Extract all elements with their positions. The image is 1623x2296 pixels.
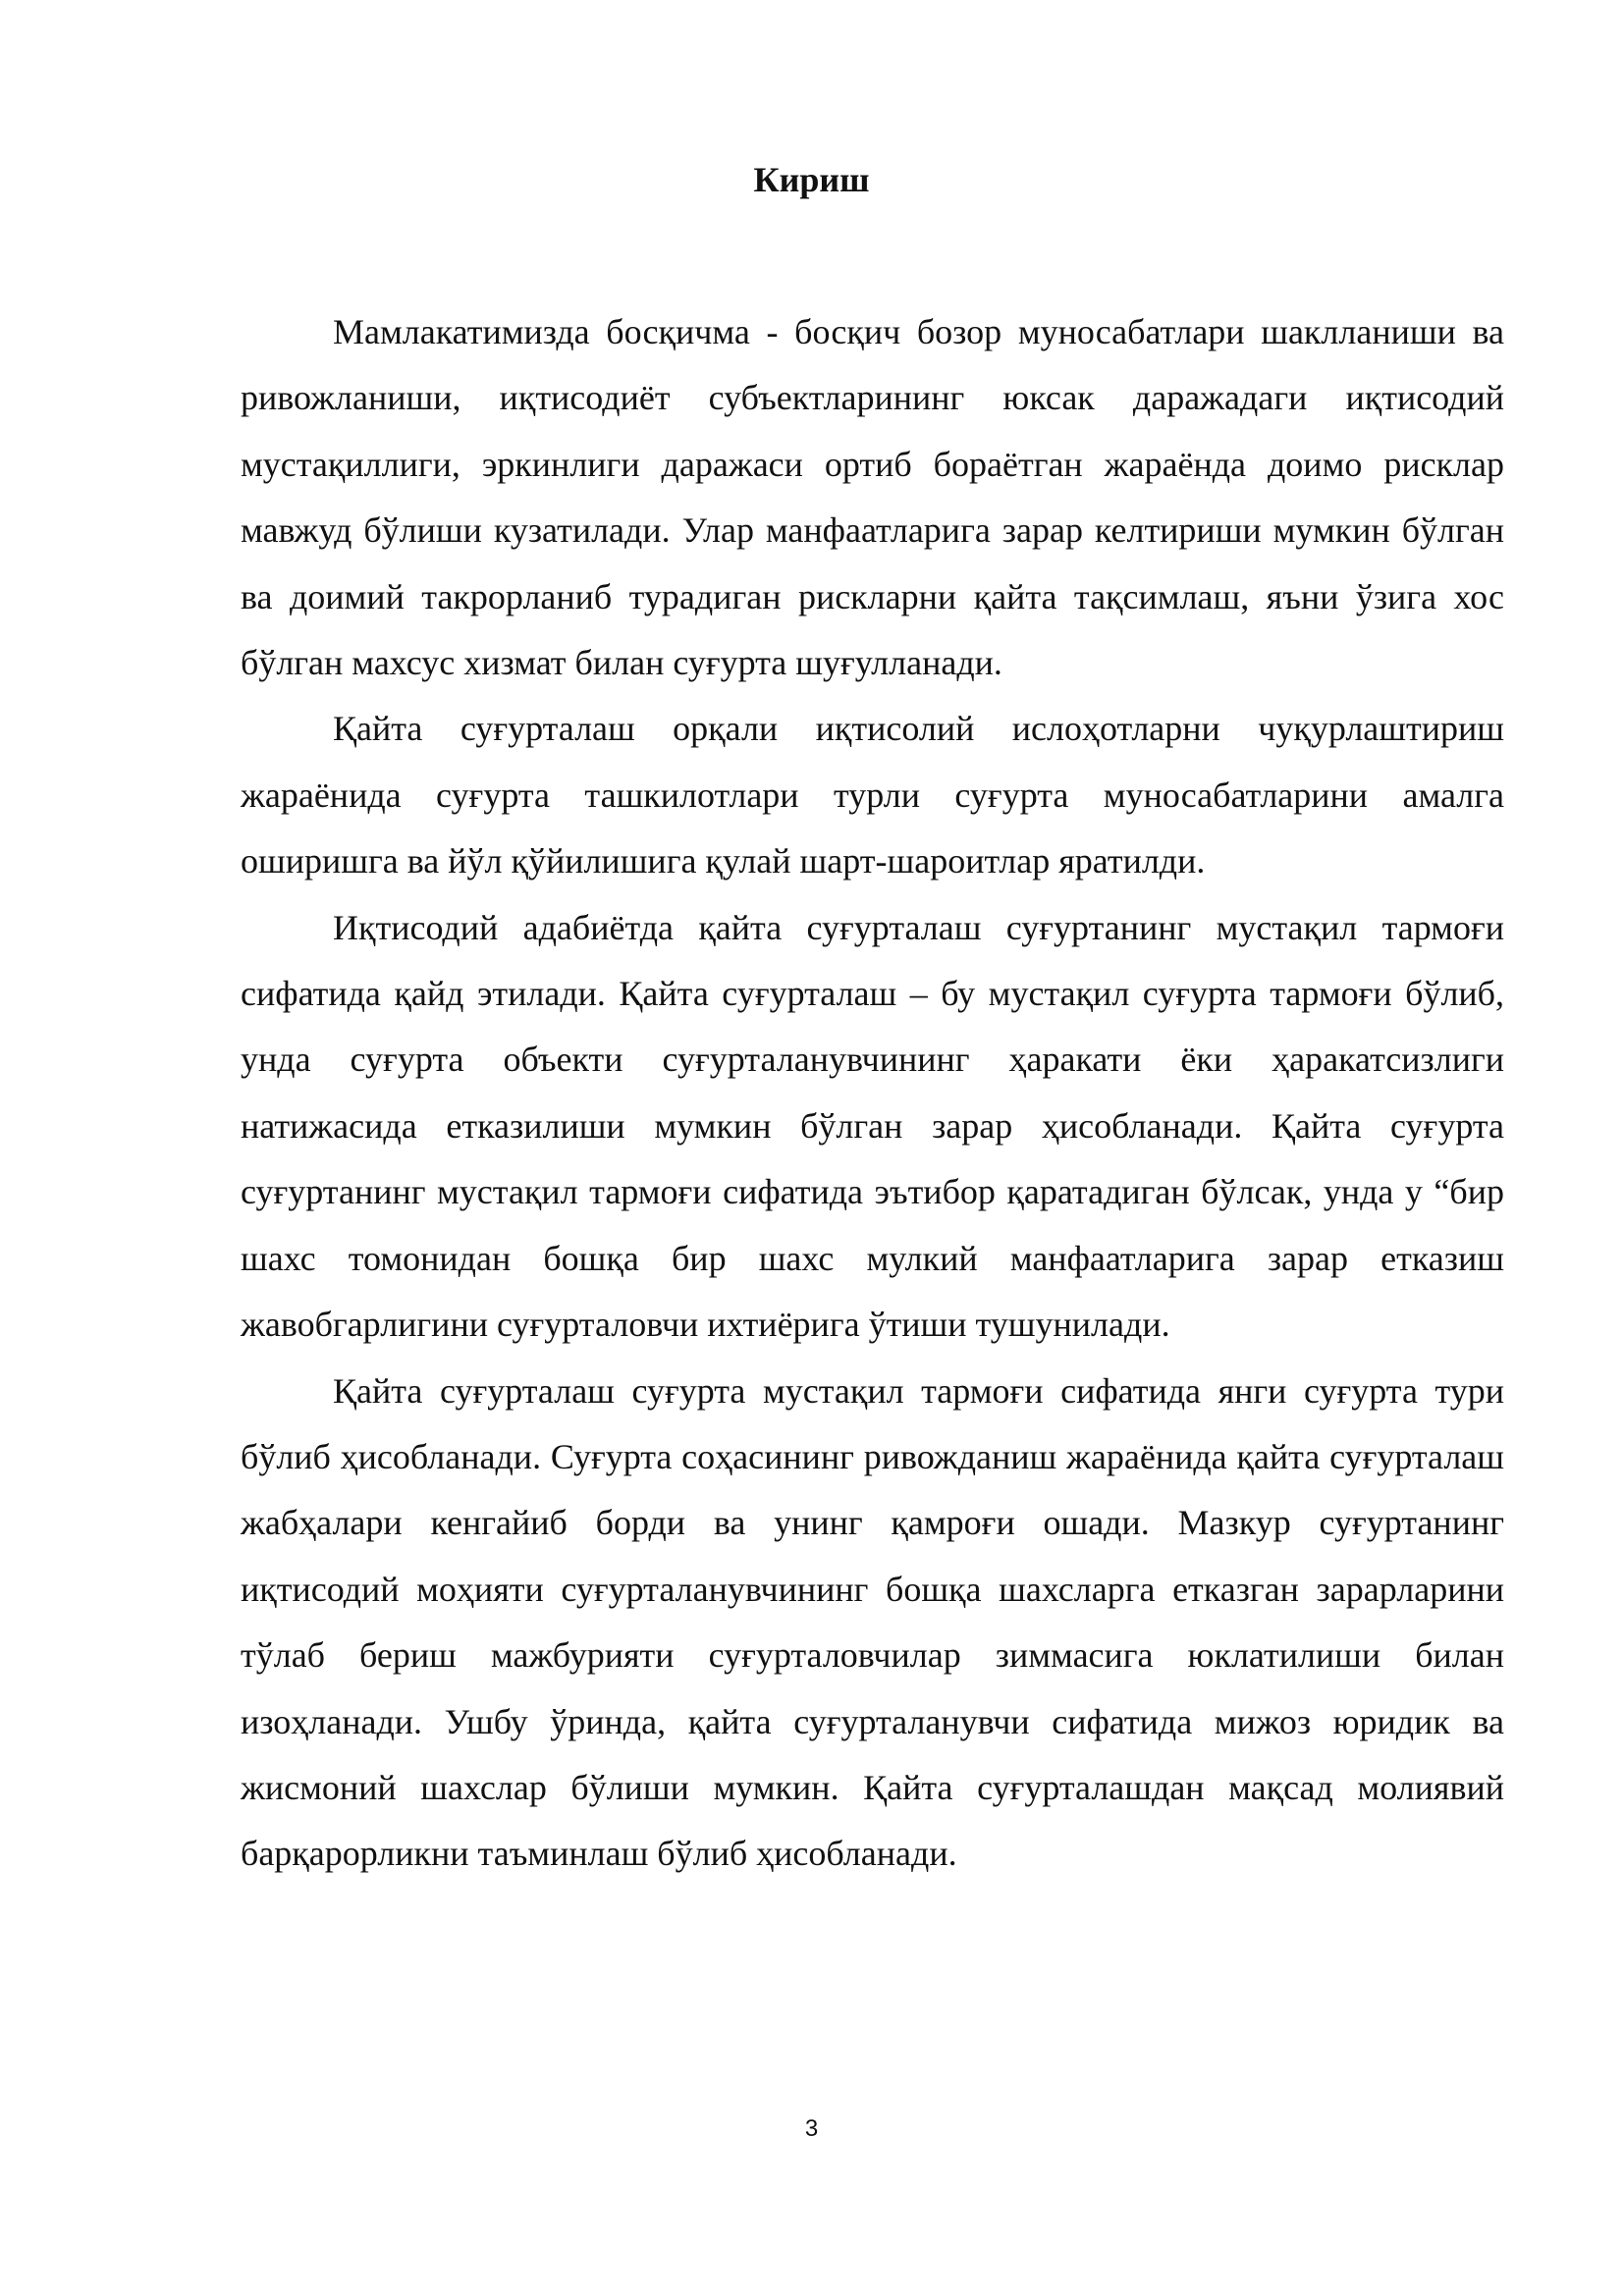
paragraph-3: Иқтисодий адабиётда қайта суғурталаш суғуртанинг мустақил тармоғи сифатида қайд этилади. Қайта суғурталаш – бу мустақил суғурта тармоғи бўлиб, унда суғурта объекти суғурталанувчининг ҳаракати ёки ҳаракатсизлиги натижасида етказилиши мумкин бўлган зарар ҳисобланади. Қайта суғурта суғуртанинг мустақил тармоғи сифатида эътибор қаратадиган бўлсак, унда у “бир шахс томонидан бошқа бир шахс мулкий манфаатларига зарар етказиш жавобгарлигини суғурталовчи ихтиёрига ўтиши тушунилади. bbox=[241, 907, 1504, 1345]
page-number: 3 bbox=[804, 2115, 819, 2142]
body-text bbox=[241, 299, 1504, 1888]
paragraph-1: Мамлакатимизда босқичма - босқич бозор муносабатлари шаклланиши ва ривожланиши, иқтисодиёт субъектларининг юксак даражадаги иқтисодий мустақиллиги, эркинлиги даражаси ортиб бораётган жараёнда доимо рисклар мавжуд бўлиши кузатилади. Улар манфаатларига зарар келтириши мумкин бўлган ва доимий такрорланиб турадиган рискларни қайта тақсимлаш, яъни ўзига хос бўлган махсус хизмат билан суғурта шуғулланади. bbox=[241, 312, 1504, 683]
paragraph-4: Қайта суғурталаш суғурта мустақил тармоғи сифатида янги суғурта тури бўлиб ҳисобланади. Суғурта соҳасининг ривожданиш жараёнида қайта суғурталаш жабҳалари кенгайиб борди ва унинг қамроғи ошади. Мазкур суғуртанинг иқтисодий моҳияти суғурталанувчининг бошқа шахсларга етказган зарарларини тўлаб бериш мажбурияти суғурталовчилар зиммасига юклатилиши билан изоҳланади. Ушбу ўринда, қайта суғурталанувчи сифатида мижоз юридик ва жисмоний шахслар бўлиши мумкин. Қайта суғурталашдан мақсад молиявий барқарорликни таъминлаш бўлиб ҳисобланади. bbox=[241, 1370, 1504, 1874]
page-title: Кириш bbox=[753, 160, 870, 199]
paragraph-2: Қайта суғурталаш орқали иқтисолий ислоҳотларни чуқурлаштириш жараёнида суғурта ташкилотлари турли суғурта муносабатларини амалга оширишга ва йўл қўйилишига қулай шарт-шароитлар яратилди. bbox=[241, 709, 1504, 881]
